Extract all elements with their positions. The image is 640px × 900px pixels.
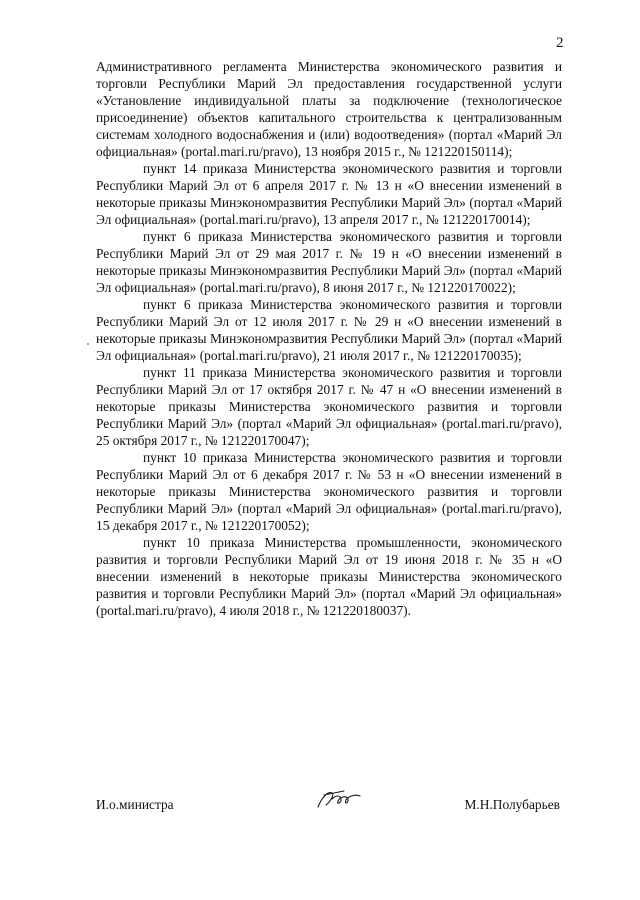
- paragraph: пункт 10 приказа Министерства экономического развития и торговли Республики Марий Эл от 6 декабря 2017 г. № 53 н «О внесении изменений в некоторые приказы Министерства экономического развития и торговли Республики Марий Эл» (портал «Марий Эл официальная» (portal.mari.ru/pravo), 15 декабря 2017 г., № 121220170052);: [96, 450, 562, 533]
- paragraph: пункт 11 приказа Министерства экономического развития и торговли Республики Марий Эл от 17 октября 2017 г. № 47 н «О внесении изменений в некоторые приказы Министерства экономического развития и торговли Республики Марий Эл» (портал «Марий Эл официальная» (portal.mari.ru/pravo), 25 октября 2017 г., № 121220170047);: [96, 365, 562, 448]
- paragraph: пункт 10 приказа Министерства промышленности, экономического развития и торговли Республики Марий Эл от 19 июня 2018 г. № 35 н «О внесении изменений в некоторые приказы Министерства экономического развития и торговли Республики Марий Эл» (портал «Марий Эл официальная» (portal.mari.ru/pravo), 4 июля 2018 г., № 121220180037).: [96, 535, 562, 618]
- paragraph: пункт 14 приказа Министерства экономического развития и торговли Республики Марий Эл от 6 апреля 2017 г. № 13 н «О внесении изменений в некоторые приказы Минэкономразвития Республики Марий Эл» (портал «Марий Эл официальная» (portal.mari.ru/pravo), 13 апреля 2017 г., № 121220170014);: [96, 161, 562, 227]
- signatory-position: И.о.министра: [96, 797, 174, 812]
- signature-block: [96, 795, 562, 825]
- paragraph: Административного регламента Министерства экономического развития и торговли Республики Марий Эл предоставления государственной услуги «Установление индивидуальной платы за подключение (технологическое присоединение) объектов капитального строительства к централизованным системам холодного водоснабжения и (или) водоотведения» (портал «Марий Эл официальная» (portal.mari.ru/pravo), 13 ноября 2015 г., № 121220150114);: [96, 59, 562, 159]
- handwritten-signature-icon: [314, 785, 364, 813]
- signatory-name: М.Н.Полубарьев: [464, 797, 560, 812]
- paragraph: пункт 6 приказа Министерства экономического развития и торговли Республики Марий Эл от 12 июля 2017 г. № 29 н «О внесении изменений в некоторые приказы Минэкономразвития Республики Марий Эл» (портал «Марий Эл официальная» (portal.mari.ru/pravo), 21 июля 2017 г., № 121220170035);: [96, 297, 562, 363]
- document-body: [96, 58, 562, 619]
- paragraph: пункт 6 приказа Министерства экономического развития и торговли Республики Марий Эл от 29 мая 2017 г. № 19 н «О внесении изменений в некоторые приказы Минэкономразвития Республики Марий Эл» (портал «Марий Эл официальная» (portal.mari.ru/pravo), 8 июня 2017 г., № 121220170022);: [96, 229, 562, 295]
- scan-speck: [87, 343, 89, 345]
- page-number: 2: [556, 35, 564, 51]
